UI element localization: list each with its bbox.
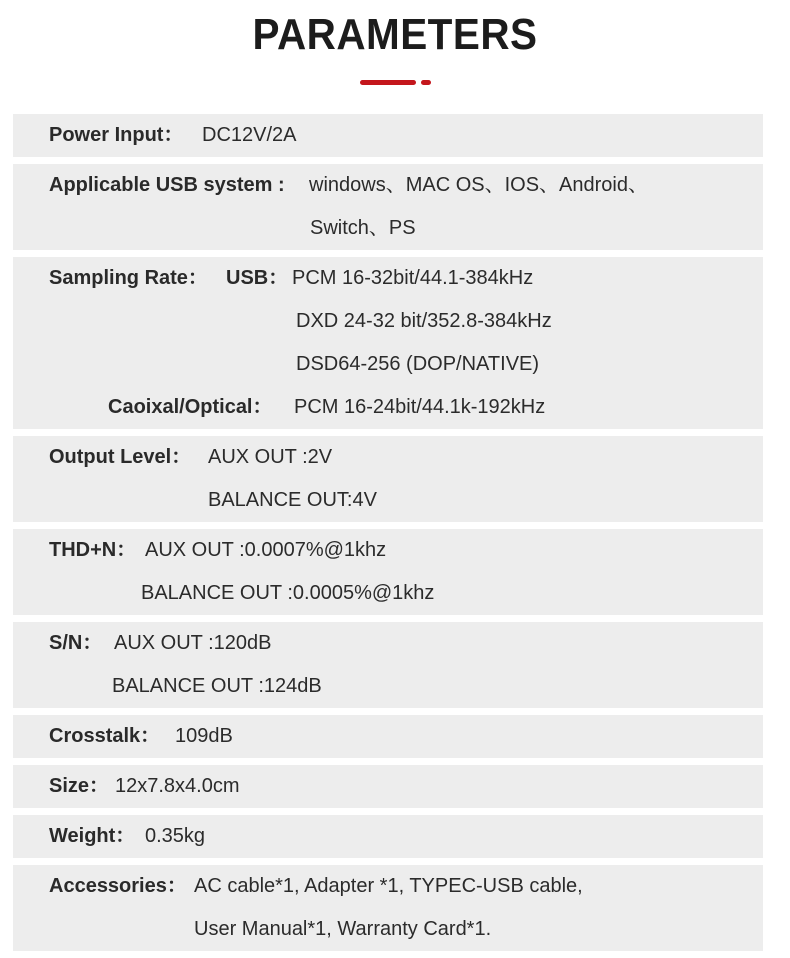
row-line [13, 529, 763, 572]
sampling-usb-value-2: DXD 24-32 bit/352.8-384kHz [296, 310, 552, 332]
sampling-usb-value-1: PCM 16-32bit/44.1-384kHz [292, 267, 534, 289]
row-line [13, 479, 763, 522]
weight-label: Weight： [49, 825, 136, 847]
sampling-optical-label: Caoixal/Optical： [108, 396, 273, 418]
output-level-value-line2: BALANCE OUT:4V [208, 489, 377, 511]
page-title: PARAMETERS [252, 10, 538, 59]
row-weight [13, 815, 763, 858]
size-value: 12x7.8x4.0cm [115, 775, 240, 797]
row-signal-noise [13, 622, 763, 708]
row-line [13, 114, 763, 157]
crosstalk-label: Crosstalk： [49, 725, 161, 747]
row-accessories [13, 865, 763, 951]
sampling-usb-value-3: DSD64-256 (DOP/NATIVE) [296, 353, 540, 375]
row-line [13, 207, 763, 250]
row-line [13, 164, 763, 207]
row-size [13, 765, 763, 808]
row-power-input [13, 114, 763, 157]
row-line [13, 436, 763, 479]
header [0, 0, 790, 100]
parameters-table [13, 114, 763, 958]
title-underline [360, 80, 416, 85]
sn-value-line2: BALANCE OUT :124dB [112, 675, 322, 697]
crosstalk-value: 109dB [175, 725, 233, 747]
sampling-usb-label: USB： [226, 267, 289, 289]
row-line [13, 343, 763, 386]
row-line [13, 386, 763, 429]
usb-system-value-line2: Switch、PS [310, 217, 416, 239]
accessories-value-line1: AC cable*1, Adapter *1, TYPEC-USB cable, [194, 875, 583, 897]
row-line [13, 815, 763, 858]
row-line [13, 715, 763, 758]
title-underline-dot [421, 80, 431, 85]
weight-value: 0.35kg [145, 825, 206, 847]
size-label: Size： [49, 775, 110, 797]
row-output-level [13, 436, 763, 522]
row-line [13, 622, 763, 665]
thd-n-label: THD+N： [49, 539, 137, 561]
row-line [13, 908, 763, 951]
row-line [13, 865, 763, 908]
row-sampling-rate [13, 257, 763, 429]
sampling-rate-label: Sampling Rate： [49, 267, 208, 289]
usb-system-label: Applicable USB system : [49, 174, 285, 196]
power-input-value: DC12V/2A [202, 124, 297, 146]
row-crosstalk [13, 715, 763, 758]
accessories-value-line2: User Manual*1, Warranty Card*1. [194, 918, 492, 940]
row-line [13, 300, 763, 343]
row-thd-n [13, 529, 763, 615]
row-line [13, 572, 763, 615]
row-usb-system [13, 164, 763, 250]
row-line [13, 257, 763, 300]
row-line [13, 665, 763, 708]
accessories-label: Accessories： [49, 875, 187, 897]
sn-label: S/N： [49, 632, 103, 654]
sn-value-line1: AUX OUT :120dB [114, 632, 272, 654]
sampling-optical-value: PCM 16-24bit/44.1k-192kHz [294, 396, 546, 418]
thd-n-value-line1: AUX OUT :0.0007%@1khz [145, 539, 387, 561]
output-level-label: Output Level： [49, 446, 192, 468]
row-line [13, 765, 763, 808]
usb-system-value-line1: windows、MAC OS、IOS、Android、 [309, 174, 648, 196]
thd-n-value-line2: BALANCE OUT :0.0005%@1khz [141, 582, 435, 604]
power-input-label: Power Input： [49, 124, 184, 146]
output-level-value-line1: AUX OUT :2V [208, 446, 333, 468]
